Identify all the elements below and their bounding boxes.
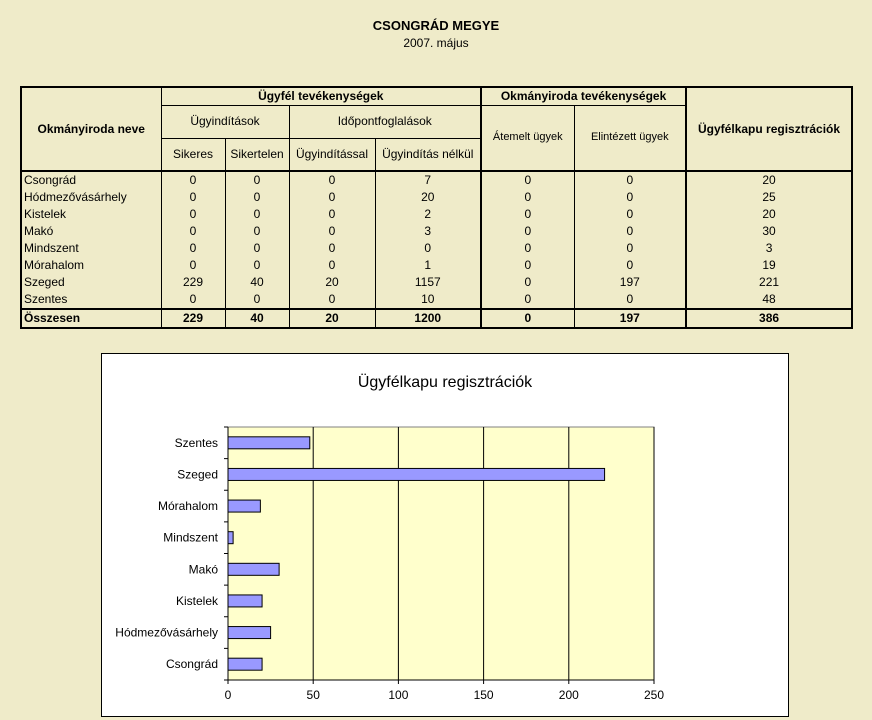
value-cell: 2 xyxy=(375,206,481,223)
y-category-label: Hódmezővásárhely xyxy=(115,625,218,640)
bar xyxy=(228,500,260,512)
value-cell: 0 xyxy=(481,274,574,291)
value-cell: 0 xyxy=(161,171,225,189)
value-cell: 0 xyxy=(574,291,686,309)
value-cell: 3 xyxy=(375,223,481,240)
y-category-label: Csongrád xyxy=(165,657,218,672)
value-cell: 0 xyxy=(375,240,481,257)
value-cell: 25 xyxy=(686,189,852,206)
office-name-cell: Makó xyxy=(21,223,161,240)
value-cell: 1 xyxy=(375,257,481,274)
bar xyxy=(228,437,310,449)
office-name-cell: Csongrád xyxy=(21,171,161,189)
header-with-case: Ügyindítással xyxy=(289,138,375,171)
header-without-case: Ügyindítás nélkül xyxy=(375,138,481,171)
bar xyxy=(228,532,233,544)
y-category-label: Szentes xyxy=(174,435,218,450)
value-cell: 0 xyxy=(289,189,375,206)
x-tick-label: 150 xyxy=(473,688,494,702)
x-tick-label: 50 xyxy=(306,688,320,702)
value-cell: 0 xyxy=(481,171,574,189)
office-name-cell: Szentes xyxy=(21,291,161,309)
table-row xyxy=(21,257,852,274)
value-cell: 0 xyxy=(574,171,686,189)
value-cell: 0 xyxy=(481,291,574,309)
value-cell: 0 xyxy=(289,223,375,240)
office-name-cell: Mindszent xyxy=(21,240,161,257)
value-cell: 0 xyxy=(225,240,289,257)
header-appointments: Időpontfoglalások xyxy=(289,105,481,138)
plot-area xyxy=(228,427,654,680)
office-name-cell: Összesen xyxy=(21,309,161,328)
value-cell: 40 xyxy=(225,274,289,291)
header-case-starts: Ügyindítások xyxy=(161,105,289,138)
value-cell: 10 xyxy=(375,291,481,309)
bar xyxy=(228,595,262,607)
value-cell: 0 xyxy=(161,189,225,206)
value-cell: 0 xyxy=(481,257,574,274)
value-cell: 0 xyxy=(574,223,686,240)
value-cell: 0 xyxy=(225,189,289,206)
header-client-activities: Ügyfél tevékenységek xyxy=(161,87,481,105)
table-row xyxy=(21,189,852,206)
value-cell: 0 xyxy=(481,240,574,257)
table-row xyxy=(21,206,852,223)
header-transferred: Átemelt ügyek xyxy=(481,105,574,171)
value-cell: 3 xyxy=(686,240,852,257)
bar xyxy=(228,563,279,575)
y-category-label: Szeged xyxy=(177,467,218,482)
value-cell: 20 xyxy=(289,309,375,328)
value-cell: 229 xyxy=(161,309,225,328)
table-total-row xyxy=(21,309,852,328)
value-cell: 197 xyxy=(574,274,686,291)
value-cell: 0 xyxy=(481,223,574,240)
x-tick-label: 0 xyxy=(224,688,232,702)
chart-frame xyxy=(101,353,789,717)
statistics-table xyxy=(20,86,853,329)
y-category-label: Mindszent xyxy=(163,530,218,545)
bar xyxy=(228,658,262,670)
value-cell: 0 xyxy=(289,171,375,189)
table-row xyxy=(21,171,852,189)
value-cell: 0 xyxy=(161,291,225,309)
value-cell: 0 xyxy=(574,206,686,223)
value-cell: 0 xyxy=(481,189,574,206)
table-row xyxy=(21,240,852,257)
value-cell: 0 xyxy=(225,223,289,240)
y-category-label: Makó xyxy=(188,562,218,577)
value-cell: 20 xyxy=(375,189,481,206)
table-row xyxy=(21,223,852,240)
value-cell: 386 xyxy=(686,309,852,328)
value-cell: 0 xyxy=(481,206,574,223)
value-cell: 221 xyxy=(686,274,852,291)
value-cell: 0 xyxy=(225,257,289,274)
value-cell: 0 xyxy=(289,257,375,274)
value-cell: 20 xyxy=(686,171,852,189)
x-tick-label: 200 xyxy=(558,688,579,702)
value-cell: 1200 xyxy=(375,309,481,328)
page-subtitle: 2007. május xyxy=(403,36,469,50)
bar xyxy=(228,627,271,639)
header-registrations: Ügyfélkapu regisztrációk xyxy=(686,87,852,171)
x-tick-label: 250 xyxy=(643,688,665,702)
header-office-activities: Okmányiroda tevékenységek xyxy=(481,87,686,105)
table-row xyxy=(21,291,852,309)
value-cell: 0 xyxy=(225,171,289,189)
value-cell: 0 xyxy=(161,206,225,223)
value-cell: 0 xyxy=(161,223,225,240)
registrations-chart xyxy=(102,354,788,716)
office-name-cell: Mórahalom xyxy=(21,257,161,274)
value-cell: 0 xyxy=(225,206,289,223)
y-category-label: Mórahalom xyxy=(157,499,218,514)
bar xyxy=(228,468,605,480)
header-unsuccessful: Sikertelen xyxy=(225,138,289,171)
y-category-label: Kistelek xyxy=(175,593,218,608)
office-name-cell: Hódmezővásárhely xyxy=(21,189,161,206)
value-cell: 0 xyxy=(289,206,375,223)
office-name-cell: Szeged xyxy=(21,274,161,291)
value-cell: 197 xyxy=(574,309,686,328)
value-cell: 0 xyxy=(481,309,574,328)
value-cell: 229 xyxy=(161,274,225,291)
value-cell: 40 xyxy=(225,309,289,328)
value-cell: 0 xyxy=(225,291,289,309)
table-row xyxy=(21,274,852,291)
value-cell: 0 xyxy=(161,257,225,274)
page-title: CSONGRÁD MEGYE xyxy=(372,18,500,33)
value-cell: 0 xyxy=(574,240,686,257)
value-cell: 1157 xyxy=(375,274,481,291)
value-cell: 48 xyxy=(686,291,852,309)
value-cell: 0 xyxy=(161,240,225,257)
value-cell: 0 xyxy=(289,240,375,257)
value-cell: 0 xyxy=(289,291,375,309)
value-cell: 20 xyxy=(289,274,375,291)
header-office-name: Okmányiroda neve xyxy=(21,87,161,171)
header-successful: Sikeres xyxy=(161,138,225,171)
value-cell: 30 xyxy=(686,223,852,240)
value-cell: 20 xyxy=(686,206,852,223)
value-cell: 0 xyxy=(574,257,686,274)
value-cell: 19 xyxy=(686,257,852,274)
value-cell: 0 xyxy=(574,189,686,206)
x-tick-label: 100 xyxy=(388,688,409,702)
value-cell: 7 xyxy=(375,171,481,189)
header-completed: Elintézett ügyek xyxy=(574,105,686,171)
chart-title: Ügyfélkapu regisztrációk xyxy=(357,374,533,391)
office-name-cell: Kistelek xyxy=(21,206,161,223)
